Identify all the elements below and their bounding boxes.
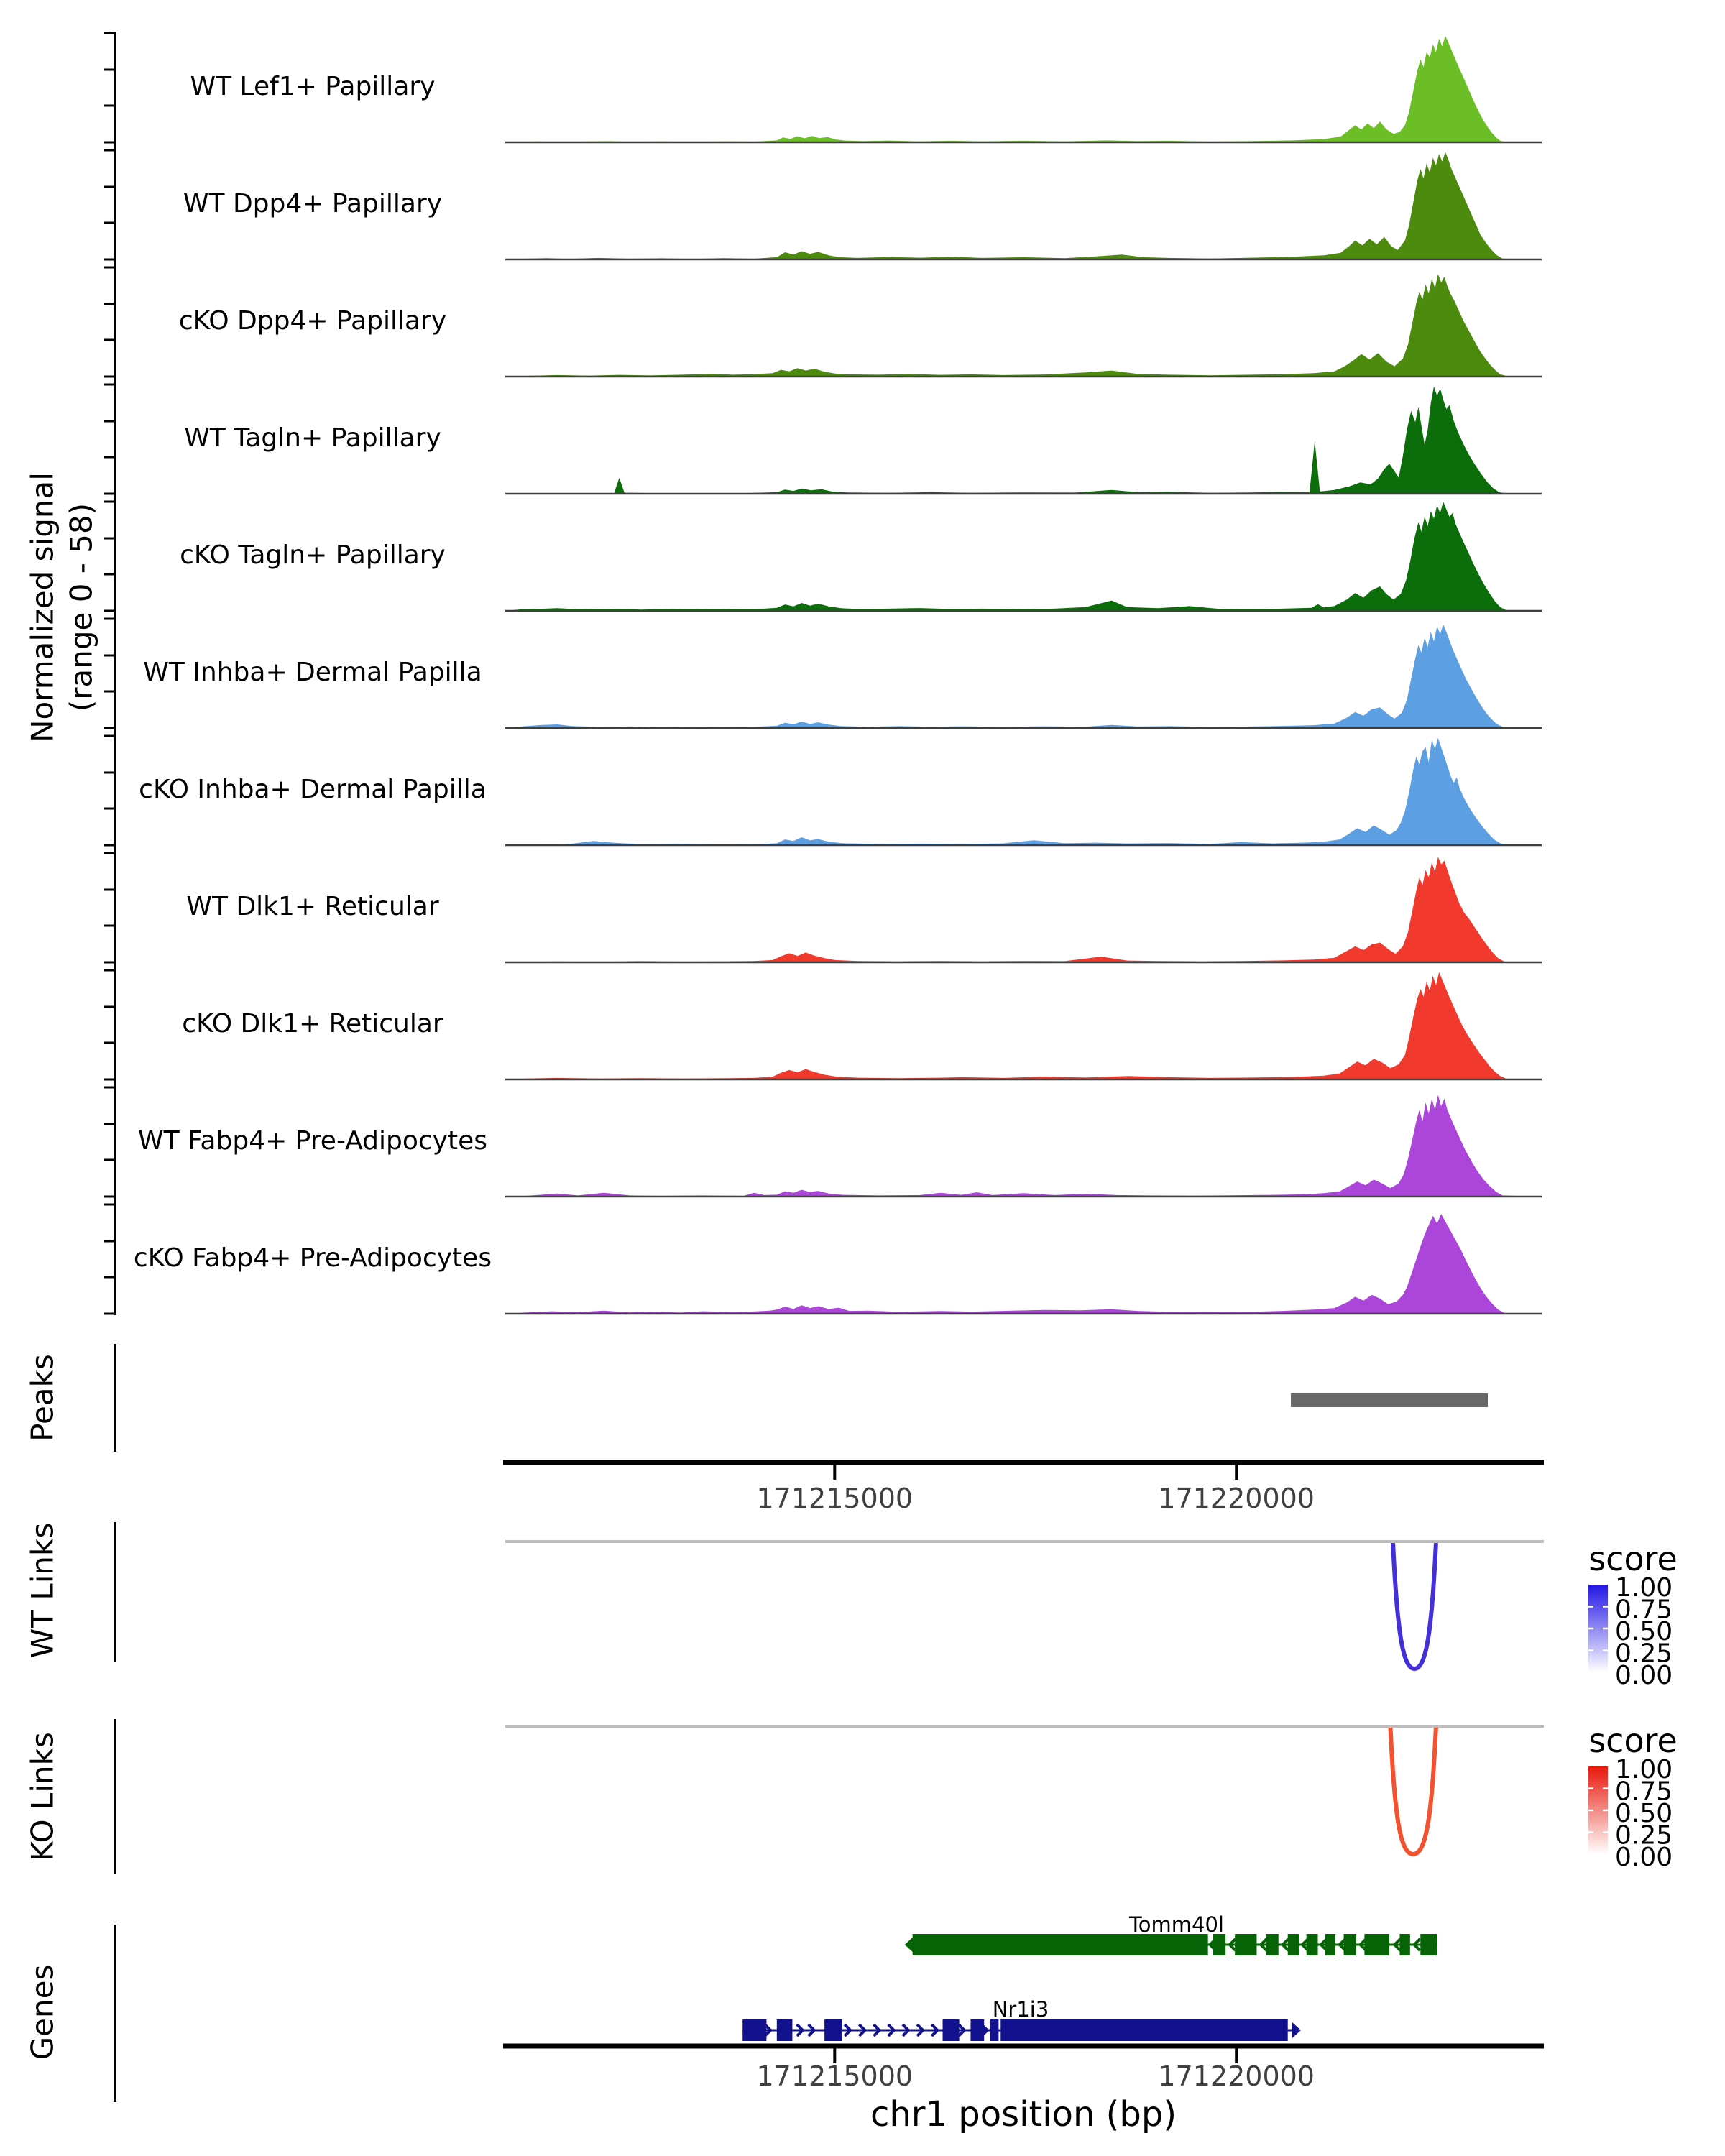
x-axis-ticks: [834, 1465, 1236, 2063]
track-label-wt-inhba: WT Inhba+ Dermal Papilla: [143, 658, 482, 687]
gene-direction-tip: [905, 1937, 914, 1953]
wt-legend-tick-4: 0.25: [1615, 1639, 1673, 1669]
track-label-cko-dlk1: cKO Dlk1+ Reticular: [182, 1009, 443, 1038]
gene-exon-box: [1344, 1934, 1356, 1955]
track-label-cko-fabp4: cKO Fabp4+ Pre-Adipocytes: [133, 1243, 492, 1273]
signal-area-8: [505, 972, 1542, 1079]
signal-area-5: [505, 625, 1542, 728]
y-axis-label-line1: Normalized signal: [24, 472, 60, 742]
signal-tracks-group: [505, 36, 1542, 1314]
peak-interval-bar: [1291, 1393, 1488, 1407]
gene-models-group: [742, 1934, 1437, 2041]
peaks-track-group: [1291, 1393, 1488, 1407]
gene-exon-box: [1420, 1934, 1437, 1955]
gene-exon-box: [1213, 1934, 1225, 1955]
genes-panel-label: Genes: [24, 1964, 60, 2060]
genes-axis-tick-label-1: 171215000: [756, 2060, 914, 2092]
ko-legend-tick-2: 0.75: [1615, 1777, 1673, 1807]
wt-legend-tick-1: 1.00: [1615, 1573, 1673, 1603]
track-label-wt-dlk1: WT Dlk1+ Reticular: [186, 892, 439, 921]
track-label-cko-tagln: cKO Tagln+ Papillary: [180, 540, 446, 570]
ko-legend-tick-1: 1.00: [1615, 1755, 1673, 1784]
track-label-wt-tagln: WT Tagln+ Papillary: [184, 423, 441, 453]
signal-area-1: [505, 152, 1542, 259]
genes-axis-tick-label-2: 171220000: [1158, 2060, 1315, 2092]
wt-score-legend-title: score: [1588, 1539, 1678, 1578]
gene-label-nr1i3: Nr1i3: [992, 1997, 1049, 2022]
gene-exon-box: [1364, 1934, 1389, 1955]
ko-legend-tick-4: 0.25: [1615, 1820, 1673, 1851]
gene-exon-box: [1266, 1934, 1278, 1955]
peaks-panel-label: Peaks: [24, 1354, 60, 1442]
gene-exon-box: [777, 2019, 793, 2041]
signal-area-0: [505, 36, 1542, 142]
signal-area-3: [505, 387, 1542, 494]
signal-area-6: [505, 738, 1542, 845]
track-label-wt-fabp4: WT Fabp4+ Pre-Adipocytes: [138, 1126, 487, 1156]
gene-exon-box: [1307, 1934, 1318, 1955]
gene-exon-box: [1288, 1934, 1300, 1955]
links-arcs-group: [1390, 1543, 1435, 1854]
ko-legend-tick-3: 0.50: [1615, 1799, 1673, 1828]
wt-legend-tick-5: 0.00: [1615, 1661, 1673, 1690]
y-axis-label-line2: (range 0 - 58): [63, 502, 99, 712]
gene-exon-box: [990, 2019, 999, 2041]
gene-exon-box: [943, 2019, 960, 2041]
gene-exon-box: [1325, 1934, 1335, 1955]
signal-area-7: [505, 857, 1542, 962]
gene-exon-box: [970, 2019, 984, 2041]
wt-links-panel-label: WT Links: [24, 1522, 60, 1659]
signal-area-2: [505, 274, 1542, 377]
gene-direction-tip: [1292, 2022, 1301, 2038]
signal-area-9: [505, 1095, 1542, 1197]
gene-exon-box: [913, 1934, 1208, 1955]
gene-exon-box: [1000, 2019, 1287, 2041]
signal-area-10: [505, 1214, 1542, 1314]
ko-score-legend-title: score: [1588, 1721, 1678, 1760]
ko-legend-tick-5: 0.00: [1615, 1843, 1673, 1872]
track-label-wt-lef1: WT Lef1+ Papillary: [190, 72, 436, 101]
ko-link-arc: [1390, 1727, 1435, 1854]
signal-area-4: [505, 502, 1542, 611]
gene-exon-box: [1399, 1934, 1409, 1955]
wt-link-arc: [1393, 1543, 1436, 1669]
gene-exon-box: [742, 2019, 766, 2041]
track-label-cko-dpp4: cKO Dpp4+ Papillary: [178, 306, 447, 336]
peaks-axis-tick-label-1: 171215000: [756, 1483, 914, 1514]
wt-legend-tick-2: 0.75: [1615, 1595, 1673, 1625]
track-label-cko-inhba: cKO Inhba+ Dermal Papilla: [139, 775, 487, 804]
track-label-wt-dpp4: WT Dpp4+ Papillary: [183, 189, 443, 218]
wt-legend-tick-3: 0.50: [1615, 1617, 1673, 1646]
peaks-axis-tick-label-2: 171220000: [1158, 1483, 1315, 1514]
x-axis-title: chr1 position (bp): [870, 2094, 1177, 2134]
ko-links-panel-label: KO Links: [24, 1732, 60, 1861]
gene-exon-box: [824, 2019, 842, 2041]
gene-exon-box: [1235, 1934, 1256, 1955]
gene-label-tomm40l: Tomm40l: [1129, 1912, 1224, 1937]
